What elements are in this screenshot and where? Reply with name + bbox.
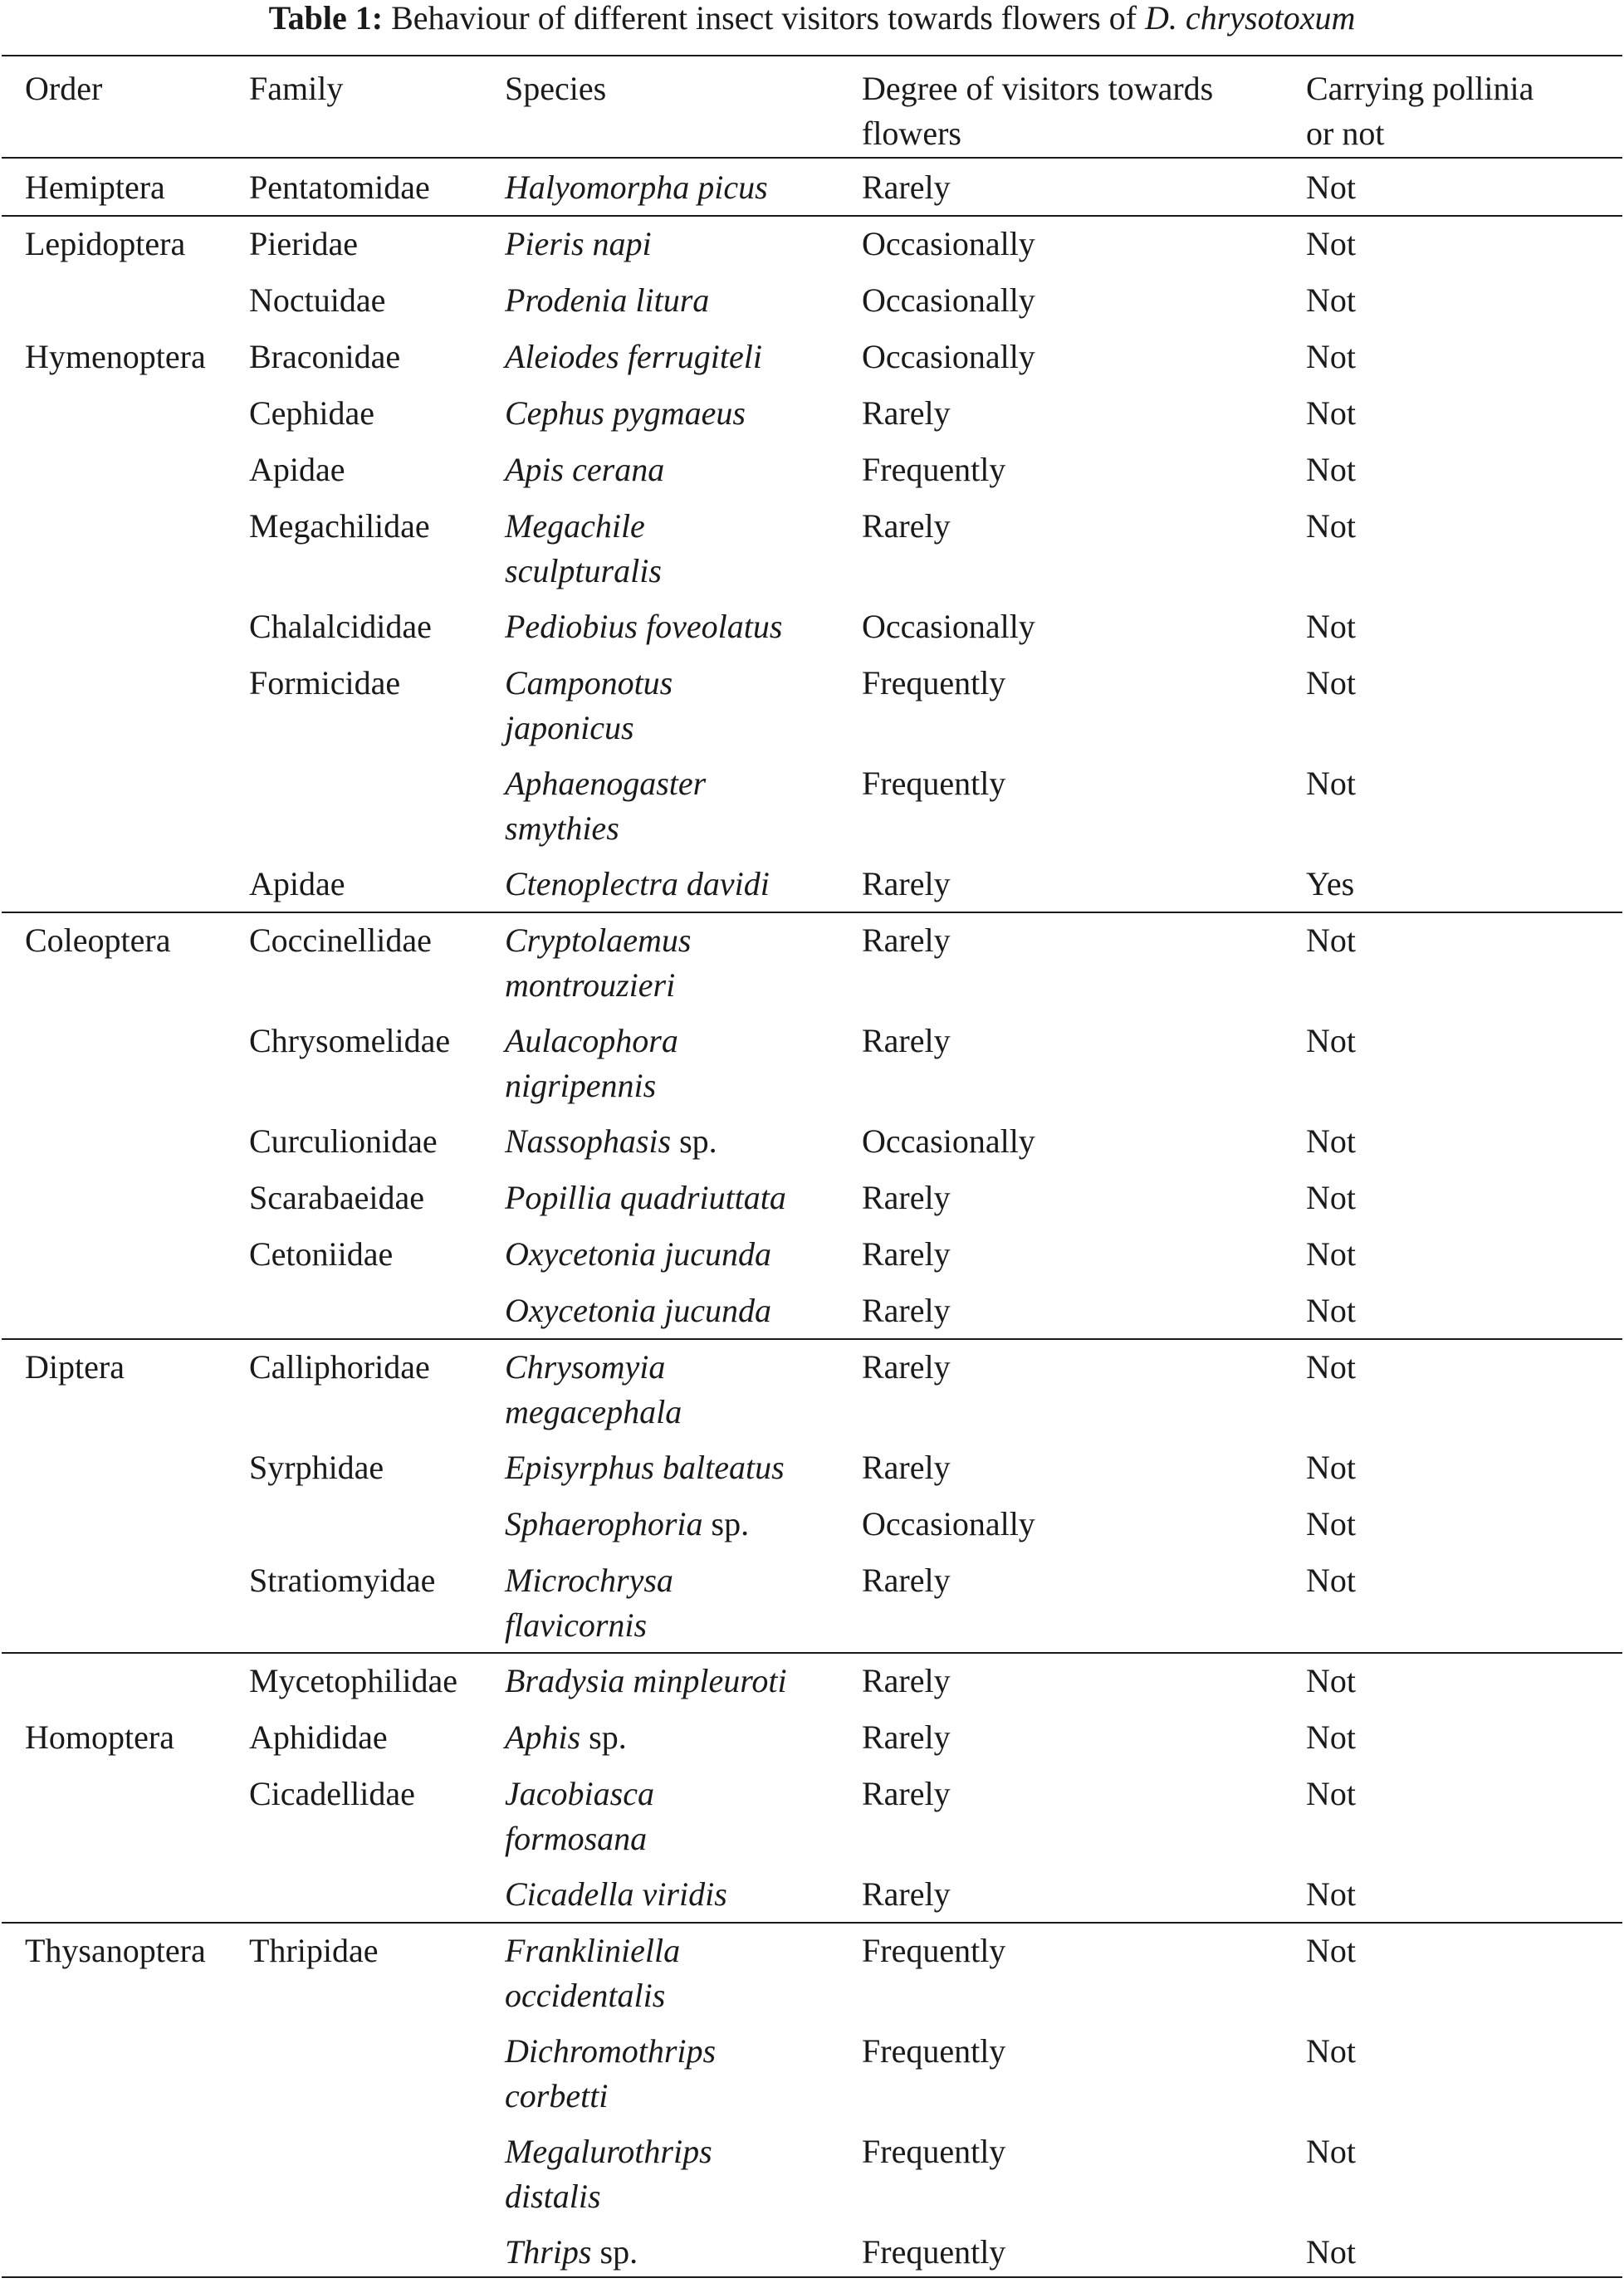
species-name-line: smythies (505, 809, 619, 847)
species-name-line: Halyomorpha picus (505, 169, 768, 206)
species-name-line: Megachile (505, 507, 645, 545)
cell-pollinia: Not (1306, 1449, 1356, 1486)
cell-pollinia: Not (1306, 608, 1356, 645)
cell-pollinia: Not (1306, 922, 1356, 959)
species-name-line: Thrips (505, 2233, 592, 2271)
cell-degree: Occasionally (862, 608, 1035, 645)
cell-degree: Rarely (862, 1348, 951, 1386)
species-name-line: Pieris napi (505, 225, 652, 262)
cell-degree: Frequently (862, 2233, 1006, 2271)
cell-degree: Occasionally (862, 1122, 1035, 1160)
cell-degree: Frequently (862, 2133, 1006, 2170)
cell-degree: Occasionally (862, 1505, 1035, 1542)
cell-species (505, 661, 673, 750)
species-name-line: Aulacophora (505, 1022, 678, 1059)
cell-pollinia: Not (1306, 169, 1356, 206)
cell-order: Hemiptera (25, 169, 165, 206)
cell-degree: Rarely (862, 1179, 951, 1216)
cell-pollinia: Not (1306, 664, 1356, 702)
cell-species (505, 1715, 627, 1760)
cell-species (505, 1929, 680, 2018)
cell-species (505, 222, 652, 266)
cell-degree: Frequently (862, 765, 1006, 802)
cell-order: Thysanoptera (25, 1932, 206, 1969)
species-name-line: Cicadella viridis (505, 1875, 727, 1913)
cell-family: Curculionidae (249, 1122, 438, 1160)
cell-pollinia: Yes (1306, 865, 1355, 902)
cell-degree: Rarely (862, 1235, 951, 1273)
cell-pollinia: Not (1306, 1875, 1356, 1913)
cell-species (505, 918, 691, 1008)
cell-pollinia: Not (1306, 2233, 1356, 2271)
cell-family: Cephidae (249, 394, 375, 432)
group-rule (2, 1652, 1622, 1654)
cell-degree: Rarely (862, 1718, 951, 1756)
cell-family: Chrysomelidae (249, 1022, 451, 1059)
cell-degree: Frequently (862, 1932, 1006, 1969)
cell-pollinia: Not (1306, 2133, 1356, 2170)
species-name-line: Ctenoplectra davidi (505, 865, 770, 902)
cell-family: Syrphidae (249, 1449, 384, 1486)
cell-family: Calliphoridae (249, 1348, 430, 1386)
species-name-line: Prodenia litura (505, 281, 710, 319)
cell-species (505, 604, 782, 649)
cell-pollinia: Not (1306, 1718, 1356, 1756)
cell-degree: Rarely (862, 922, 951, 959)
cell-pollinia: Not (1306, 225, 1356, 262)
cell-degree: Rarely (862, 1662, 951, 1699)
cell-family: Apidae (249, 451, 345, 488)
species-name-line: Aphaenogaster (505, 765, 707, 802)
species-suffix: sp. (671, 1122, 717, 1160)
cell-degree: Rarely (862, 394, 951, 432)
cell-species (505, 862, 770, 907)
cell-pollinia: Not (1306, 1292, 1356, 1329)
cell-pollinia: Not (1306, 1348, 1356, 1386)
caption-text: Behaviour of different insect visitors towards flowers of (391, 0, 1137, 37)
header-species: Species (505, 70, 607, 107)
species-name-line: Jacobiasca (505, 1775, 654, 1812)
cell-pollinia: Not (1306, 394, 1356, 432)
cell-degree: Rarely (862, 865, 951, 902)
species-name-line: Oxycetonia jucunda (505, 1292, 771, 1329)
cell-family: Pieridae (249, 225, 359, 262)
cell-degree: Occasionally (862, 225, 1035, 262)
cell-family: Coccinellidae (249, 922, 432, 959)
species-name-line: Camponotus (505, 664, 673, 702)
cell-pollinia: Not (1306, 1505, 1356, 1542)
cell-species (505, 1232, 771, 1277)
species-name-line: Sphaerophoria (505, 1505, 703, 1542)
header-rule (2, 157, 1622, 159)
species-name-line: Aleiodes ferrugiteli (505, 338, 762, 375)
species-name-line: flavicornis (505, 1606, 648, 1644)
cell-degree: Occasionally (862, 338, 1035, 375)
cell-species (505, 1119, 717, 1164)
caption-label: Table 1: (268, 0, 384, 37)
group-rule (2, 912, 1622, 913)
header-degree: Degree of visitors towards flowers (862, 70, 1214, 152)
cell-degree: Rarely (862, 1449, 951, 1486)
species-name-line: Dichromothrips (505, 2032, 717, 2070)
cell-degree: Rarely (862, 169, 951, 206)
cell-family: Mycetophilidae (249, 1662, 458, 1699)
cell-species (505, 1558, 673, 1648)
cell-degree: Frequently (862, 2032, 1006, 2070)
cell-pollinia: Not (1306, 338, 1356, 375)
group-rule (2, 1338, 1622, 1340)
header-pollinia: Carrying pollinia or not (1306, 70, 1534, 152)
species-name-line: formosana (505, 1820, 648, 1857)
header-family: Family (249, 70, 344, 107)
cell-species (505, 391, 746, 436)
bottom-rule (2, 2276, 1622, 2278)
cell-family: Apidae (249, 865, 345, 902)
header-order: Order (25, 70, 103, 107)
cell-degree: Occasionally (862, 281, 1035, 319)
cell-species (505, 761, 706, 851)
species-name-line: Pediobius foveolatus (505, 608, 783, 645)
cell-order: Diptera (25, 1348, 125, 1386)
cell-species (505, 2029, 716, 2119)
cell-degree: Rarely (862, 507, 951, 545)
cell-pollinia: Not (1306, 1562, 1356, 1599)
cell-species (505, 1019, 678, 1108)
species-name-line: Aphis (505, 1718, 581, 1756)
caption-species: D. chrysotoxum (1145, 0, 1356, 37)
species-name-line: Nassophasis (505, 1122, 672, 1160)
cell-family: Thripidae (249, 1932, 379, 1969)
cell-order: Coleoptera (25, 922, 171, 959)
cell-degree: Frequently (862, 451, 1006, 488)
species-name-line: megacephala (505, 1393, 682, 1430)
cell-degree: Rarely (862, 1022, 951, 1059)
cell-species (505, 1659, 787, 1704)
cell-degree: Rarely (862, 1562, 951, 1599)
cell-species (505, 2230, 638, 2275)
species-name-line: Microchrysa (505, 1562, 673, 1599)
cell-pollinia: Not (1306, 1775, 1356, 1812)
species-name-line: Frankliniella (505, 1932, 681, 1969)
cell-species (505, 1872, 727, 1917)
cell-species (505, 504, 662, 594)
cell-pollinia: Not (1306, 281, 1356, 319)
species-suffix: sp. (591, 2233, 638, 2271)
cell-degree: Frequently (862, 664, 1006, 702)
cell-species (505, 278, 709, 323)
cell-order: Hymenoptera (25, 338, 206, 375)
cell-species (505, 1345, 682, 1435)
top-rule (2, 55, 1622, 56)
cell-degree: Rarely (862, 1775, 951, 1812)
species-suffix: sp. (702, 1505, 750, 1542)
cell-species (505, 1772, 654, 1861)
species-suffix: sp. (580, 1718, 627, 1756)
cell-order: Lepidoptera (25, 225, 186, 262)
cell-species (505, 1288, 771, 1333)
cell-order: Homoptera (25, 1718, 174, 1756)
species-name-line: sculpturalis (505, 552, 662, 589)
cell-family: Cetoniidae (249, 1235, 394, 1273)
cell-species (505, 2129, 712, 2219)
species-name-line: Episyrphus balteatus (505, 1449, 785, 1486)
cell-pollinia: Not (1306, 451, 1356, 488)
cell-species (505, 447, 664, 492)
cell-species (505, 1176, 786, 1220)
cell-family: Noctuidae (249, 281, 386, 319)
cell-pollinia: Not (1306, 1662, 1356, 1699)
species-name-line: Apis cerana (505, 451, 665, 488)
cell-pollinia: Not (1306, 765, 1356, 802)
cell-family: Stratiomyidae (249, 1562, 436, 1599)
species-name-line: Megalurothrips (505, 2133, 712, 2170)
cell-family: Formicidae (249, 664, 401, 702)
species-name-line: montrouzieri (505, 966, 676, 1004)
species-name-line: Cephus pygmaeus (505, 394, 746, 432)
cell-pollinia: Not (1306, 1179, 1356, 1216)
cell-degree: Rarely (862, 1292, 951, 1329)
cell-family: Aphididae (249, 1718, 388, 1756)
group-rule (2, 1922, 1622, 1924)
species-name-line: distalis (505, 2178, 601, 2215)
species-name-line: Oxycetonia jucunda (505, 1235, 771, 1273)
cell-family: Scarabaeidae (249, 1179, 424, 1216)
cell-family: Braconidae (249, 338, 401, 375)
group-rule (2, 215, 1622, 217)
species-name-line: Cryptolaemus (505, 922, 692, 959)
cell-species (505, 1502, 749, 1547)
cell-family: Chalalcididae (249, 608, 432, 645)
cell-family: Pentatomidae (249, 169, 430, 206)
species-name-line: nigripennis (505, 1067, 657, 1104)
cell-pollinia: Not (1306, 507, 1356, 545)
cell-family: Megachilidae (249, 507, 430, 545)
cell-degree: Rarely (862, 1875, 951, 1913)
cell-pollinia: Not (1306, 1235, 1356, 1273)
cell-species (505, 335, 762, 379)
table-caption (0, 0, 1624, 37)
species-name-line: japonicus (505, 709, 634, 746)
species-name-line: Bradysia minpleuroti (505, 1662, 787, 1699)
cell-species (505, 1445, 785, 1490)
species-name-line: Chrysomyia (505, 1348, 666, 1386)
species-name-line: Popillia quadriuttata (505, 1179, 786, 1216)
cell-pollinia: Not (1306, 2032, 1356, 2070)
cell-species (505, 165, 768, 210)
cell-pollinia: Not (1306, 1122, 1356, 1160)
species-name-line: occidentalis (505, 1977, 666, 2014)
cell-pollinia: Not (1306, 1022, 1356, 1059)
species-name-line: corbetti (505, 2077, 609, 2114)
cell-family: Cicadellidae (249, 1775, 415, 1812)
cell-pollinia: Not (1306, 1932, 1356, 1969)
